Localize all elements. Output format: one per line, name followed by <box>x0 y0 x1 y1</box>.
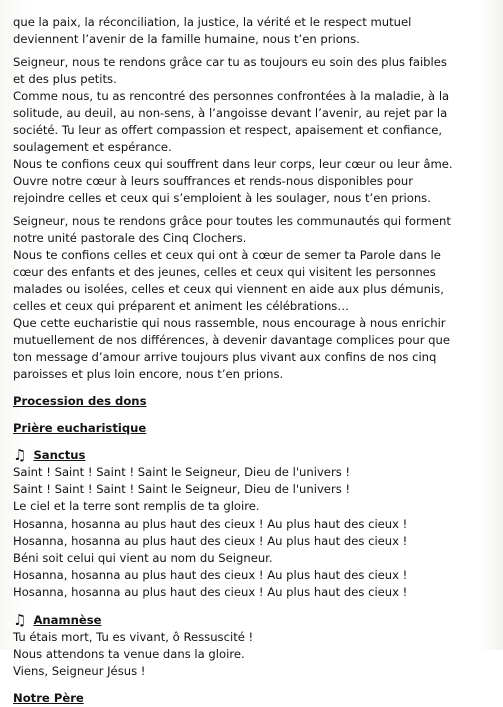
prayer-paragraph-weak <box>13 54 491 207</box>
text-line: celles et ceux qui préparent et animent les célébrations… <box>13 299 349 313</box>
text-line: deviennent l’avenir de la famille humaine, nous t’en prions. <box>13 32 360 46</box>
text-line: Que cette eucharistie qui nous rassemble, nous encourage à nous enrichir <box>13 316 446 330</box>
text-line: solitude, au deuil, au non-sens, à l’angoisse devant l’avenir, au rejet par la <box>13 106 448 120</box>
heading-procession: Procession des dons <box>13 394 147 408</box>
heading-anamnese: Anamnèse <box>33 612 102 627</box>
lyric-line: Hosanna, hosanna au plus haut des cieux ! Au plus haut des cieux ! <box>13 585 408 600</box>
heading-priere-eucharistique: Prière eucharistique <box>13 421 147 435</box>
intro-paragraph <box>13 14 491 48</box>
text-line: paroisses et plus loin encore, nous t’en prions. <box>13 367 284 381</box>
text-line: notre unité pastorale des Cinq Clochers. <box>13 231 247 245</box>
lyric-line: Viens, Seigneur Jésus ! <box>13 664 146 679</box>
anamnese-heading <box>13 612 491 629</box>
text-line: Seigneur, nous te rendons grâce car tu as toujours eu soin des plus faibles <box>13 55 447 69</box>
lyric-line: Saint ! Saint ! Saint ! Saint le Seigneur, Dieu de l'univers ! <box>13 482 351 497</box>
text-line: ton message d’amour arrive toujours plus vivant aux confins de nos cinq <box>13 350 437 364</box>
heading-sanctus: Sanctus <box>33 448 86 462</box>
lyric-line: Tu étais mort, Tu es vivant, ô Ressuscité ! <box>13 629 254 644</box>
text-line: Nous te confions ceux qui souffrent dans leur corps, leur cœur ou leur âme. <box>13 157 453 171</box>
lyric-line: Le ciel et la terre sont remplis de ta gloire. <box>13 499 260 514</box>
text-line: Comme nous, tu as rencontré des personnes confrontées à la maladie, à la <box>13 89 450 103</box>
music-note-icon: ♫ <box>13 446 27 464</box>
text-line: rejoindre celles et ceux qui s’emploient à les soulager, nous t’en prions. <box>13 191 431 205</box>
text-line: que la paix, la réconciliation, la justice, la vérité et le respect mutuel <box>13 15 412 29</box>
text-line: cœur des enfants et des jeunes, celles et ceux qui visitent les personnes <box>13 265 436 279</box>
text-line: Seigneur, nous te rendons grâce pour toutes les communautés qui forment <box>13 214 451 228</box>
text-line: mutuellement de nos différences, à devenir davantage complices pour que <box>13 333 450 347</box>
text-line: société. Tu leur as offert compassion et respect, apaisement et confiance, <box>13 123 443 137</box>
text-line: Nous te confions celles et ceux qui ont à cœur de semer ta Parole dans le <box>13 248 441 262</box>
anamnese-lyrics <box>13 629 491 681</box>
prayer-paragraph-communities <box>13 213 491 383</box>
heading-notre-pere: Notre Père <box>13 691 84 706</box>
text-line: soulagement et espérance. <box>13 140 172 154</box>
lyric-line: Hosanna, hosanna au plus haut des cieux ! Au plus haut des cieux ! <box>13 516 408 531</box>
lyric-line: Nous attendons ta venue dans la gloire. <box>13 646 245 661</box>
lyric-line: Hosanna, hosanna au plus haut des cieux ! Au plus haut des cieux ! <box>13 533 408 548</box>
text-line: Ouvre notre cœur à leurs souffrances et rends-nous disponibles pour <box>13 174 414 188</box>
text-line: malades ou isolées, celles et ceux qui viennent en aide aux plus démunis, <box>13 282 444 296</box>
lyric-line: Hosanna, hosanna au plus haut des cieux ! Au plus haut des cieux ! <box>13 568 408 583</box>
music-note-icon: ♫ <box>13 610 27 629</box>
lyric-line: Saint ! Saint ! Saint ! Saint le Seigneur, Dieu de l'univers ! <box>13 465 351 479</box>
sanctus-lyrics <box>13 464 491 602</box>
sanctus-heading <box>13 447 491 464</box>
document-content <box>13 14 491 707</box>
text-line: et des plus petits. <box>13 72 117 86</box>
lyric-line: Béni soit celui qui vient au nom du Seigneur. <box>13 551 273 566</box>
